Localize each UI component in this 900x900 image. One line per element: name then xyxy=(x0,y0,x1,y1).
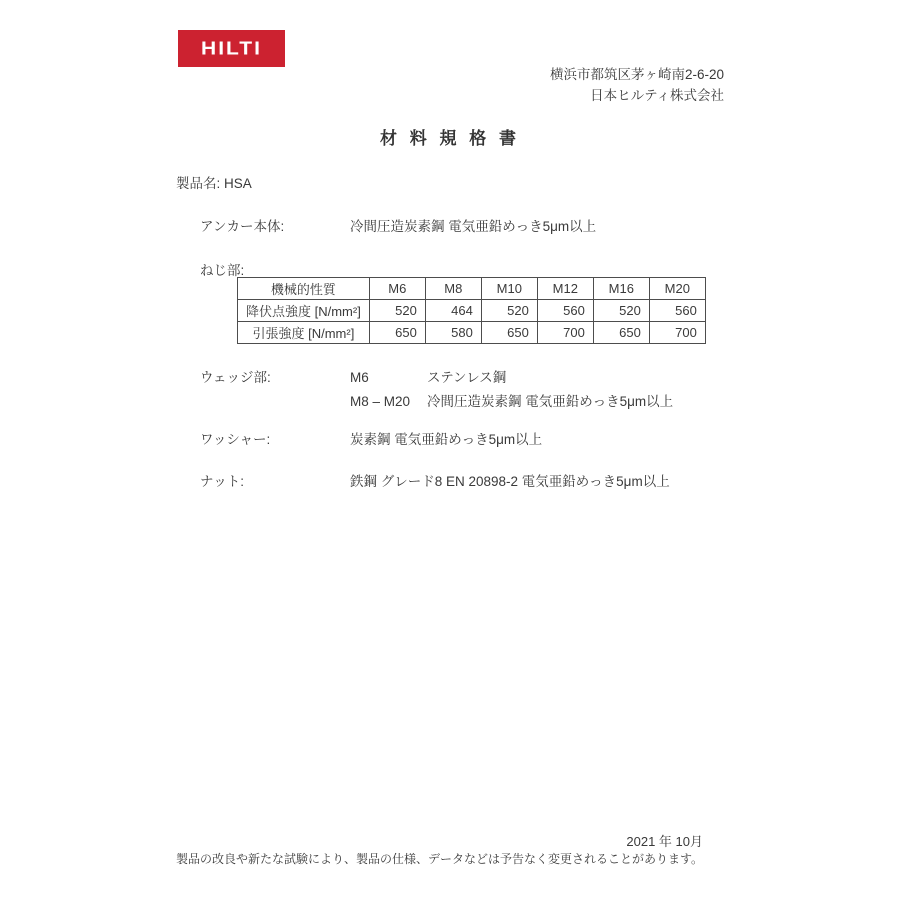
tensile-strength-m8: 580 xyxy=(425,322,481,344)
revision-date: 2021 年 10月 xyxy=(626,834,703,849)
washer-label: ワッシャー: xyxy=(200,432,271,447)
product-name-label: 製品名: xyxy=(176,176,221,191)
table-header-m16: M16 xyxy=(593,278,649,300)
yield-strength-m16: 520 xyxy=(593,300,649,322)
table-header-m6: M6 xyxy=(369,278,425,300)
table-header-property: 機械的性質 xyxy=(238,278,370,300)
wedge-row-m6 xyxy=(200,366,506,386)
nut-label: ナット: xyxy=(200,474,244,489)
company-address: 横浜市都筑区茅ヶ崎南2-6-20 xyxy=(549,67,724,82)
washer-row xyxy=(200,428,542,448)
disclaimer-text: 製品の改良や新たな試験により、製品の仕様、データなどは予告なく変更されることがあります。 xyxy=(176,852,704,866)
letterhead xyxy=(550,64,724,106)
tensile-strength-m12: 700 xyxy=(537,322,593,344)
table-header-m12: M12 xyxy=(537,278,593,300)
anchor-body-value: 冷間圧造炭素鋼 電気亜鉛めっき5μm以上 xyxy=(350,219,597,234)
yield-strength-m10: 520 xyxy=(481,300,537,322)
mechanical-properties-table xyxy=(237,277,706,344)
yield-strength-m6: 520 xyxy=(369,300,425,322)
table-header-row xyxy=(238,278,706,300)
hilti-logo xyxy=(178,30,285,67)
tensile-strength-m6: 650 xyxy=(369,322,425,344)
product-name-line xyxy=(176,172,252,192)
yield-strength-m20: 560 xyxy=(649,300,705,322)
wedge-section-label: ウェッジ部: xyxy=(200,370,271,385)
anchor-body-row xyxy=(200,215,596,235)
hilti-logo-text: HILTI xyxy=(201,37,262,59)
wedge-size-m6: M6 xyxy=(350,370,369,385)
table-header-m20: M20 xyxy=(649,278,705,300)
yield-strength-label: 降伏点強度 [N/mm²] xyxy=(238,300,370,322)
wedge-material-m8-m20: 冷間圧造炭素鋼 電気亜鉛めっき5μm以上 xyxy=(427,394,674,409)
table-header-m8: M8 xyxy=(425,278,481,300)
nut-value: 鉄鋼 グレード8 EN 20898-2 電気亜鉛めっき5μm以上 xyxy=(350,474,670,489)
table-row-tensile-strength xyxy=(238,322,706,344)
yield-strength-m12: 560 xyxy=(537,300,593,322)
yield-strength-m8: 464 xyxy=(425,300,481,322)
thread-section-label-row xyxy=(200,259,350,279)
document-title: 材 料 規 格 書 xyxy=(380,129,520,148)
washer-value: 炭素鋼 電気亜鉛めっき5μm以上 xyxy=(350,432,543,447)
wedge-row-m8-m20 xyxy=(200,390,673,410)
table-header-m10: M10 xyxy=(481,278,537,300)
wedge-size-m8-m20: M8 – M20 xyxy=(350,394,411,409)
tensile-strength-label: 引張強度 [N/mm²] xyxy=(238,322,370,344)
table-row-yield-strength xyxy=(238,300,706,322)
anchor-body-label: アンカー本体: xyxy=(200,219,285,234)
company-name: 日本ヒルティ株式会社 xyxy=(590,88,724,103)
tensile-strength-m20: 700 xyxy=(649,322,705,344)
wedge-material-m6: ステンレス鋼 xyxy=(427,370,507,385)
tensile-strength-m16: 650 xyxy=(593,322,649,344)
nut-row xyxy=(200,470,670,490)
product-name-value: HSA xyxy=(224,176,252,191)
thread-section-label: ねじ部: xyxy=(200,263,245,278)
tensile-strength-m10: 650 xyxy=(481,322,537,344)
